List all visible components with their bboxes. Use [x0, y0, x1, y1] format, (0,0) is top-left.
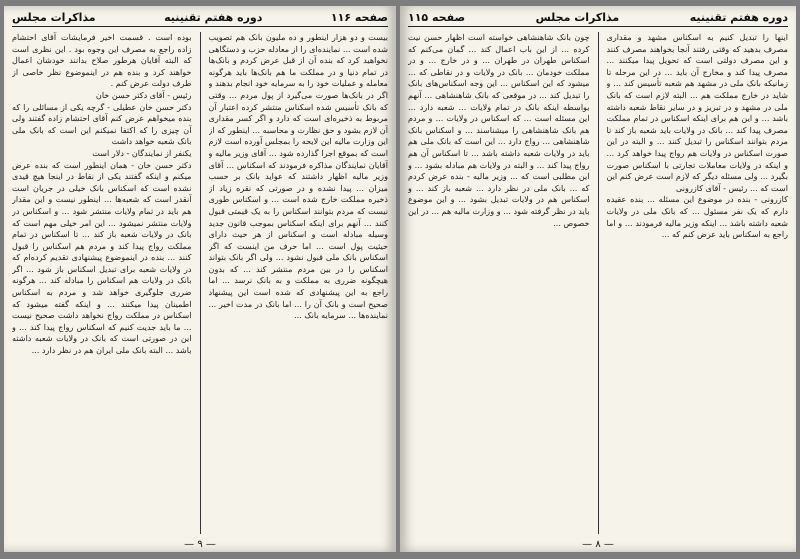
right-header-page-number: صفحه ۱۱۵ [408, 10, 466, 24]
left-page-header [12, 8, 388, 27]
right-header-session: دوره هفتم تقنینیه [689, 10, 788, 24]
right-header-title: مذاکرات مجلس [535, 10, 620, 24]
left-header-title: مذاکرات مجلس [12, 10, 96, 24]
left-page-columns [12, 32, 388, 534]
right-page-footer: — ۸ — [582, 539, 614, 550]
right-page-columns [408, 32, 788, 534]
right-page-header [408, 8, 788, 27]
left-page-left-column [12, 32, 192, 534]
left-page-right-column-text: بیست و دو هزار اینطور و ده ملیون بانک هم تصویب شده است ... نماینده‌ای را از معادله حزب و دستگاهی نخواهید کرد که بنده آن از قبل عرض کردم و بانک‌ها در تمام دنیا و در مملکت ما هم بانک‌ها باید هرگونه معامله و عملیات خود را به سرمایه خود انجام بدهند و اگر در بانک‌ها صورت می‌گیرد از پول مردم ... وقتی که بانک تأسیس شده اسکناس منتشر کرده اعتبار آن مربوط به ذخیره‌ای است که دارد و اگر کسر مقداری آن لازم بشود و حق نظارت و محاسبه ... اینطور که از این وزارت مالیه این لایحه را بمجلس آورده است لازم است که بموقع اجرا گذارده شود ... آقای وزیر مالیه و آقایان نمایندگان مذاکره فرمودند که اسکناس ... آقای وزیر مالیه اظهار داشتند که عواید بانک بر حسب میزان ... پیدا نشده و در صورتی که نقره زیاد از ذخیره مملکت خارج شده است ... و اسکناس طوری نیست که مردم بتوانند اسکناس را به یک قیمتی قبول کنند ... آنهم برای اینکه اسکناس بموجب قانون جدید وسیله مبادله است و اسکناس از هر حیث دارای حیثیت پول است ... اما حرف من اینست که اگر اسکناس بانک ملی قبول نشود ... ولی اگر بانک بتواند اسکناس را در بین مردم منتشر کند ... که بدون هیچگونه ضرری به مملکت و به بانک نرسد ... اما راجع به این پیشنهادی که شده است این پیشنهاد صحیح است و بانک آن را ... اما بانک در مدت اخیر ... نماینده‌ها ... سرمایه بانک ... [208, 32, 388, 321]
left-header-page-number: صفحه ۱۱۶ [330, 10, 388, 24]
left-header-session: دوره هفتم تقنینیه [164, 10, 263, 24]
column-divider [200, 32, 201, 534]
left-page-left-column-text: بوده است . قسمت اخیر فرمایشات آقای احتشام زاده راجع به مصرف این وجوه بود . این نظری است که البته آقایان هرطور صلاح بدانند خودشان اعمال خواهند کرد و بنده هم در اینموضوع نظر خاصی از طرف دولت عرض کنم . رئیس - آقای دکتر حسن خان دکتر حسن خان عطیلی - گرچه یکی از مسائلی را که بنده میخواهم عرض کنم آقای احتشام زاده گفتند ولی آن چیزی را که اکتفا نمیکنم این است که بانک ملی بانک شعبه خواهد داشت یکنفر از نمایندگان - دلار است دکتر حسن خان - همان اینطور است که بنده عرض میکنم و اینکه گفتند یکی از نقاط در اینجا هیچ قیدی نشده است که اسکناس بانک خیلی در جریان است آنقدر است که شعبه‌ها ... اینطور نیست و این مقدار هم باید در تمام ولایات منتشر شود ... و اسکناس در ولایات منتشر نمیشود ... این امر خیلی مهم است که بانک در ولایات شعبه باز کند ... تا اسکناس در تمام مملکت رواج پیدا کند و مردم هم اسکناس را قبول کنند ... بنده در اینموضوع پیشنهادی تقدیم کرده‌ام که در ولایات شعبه برای تبدیل اسکناس باز شود ... اگر بانک در ولایات هم اسکناس را مبادله کند ... هرگونه ضرری جلوگیری خواهد شد و مردم به اسکناس اطمینان پیدا میکنند ... و اینکه گفته میشود که اسکناس در مملکت رواج نخواهد داشت صحیح نیست ... ما باید جدیت کنیم که اسکناس رواج پیدا کند ... و این در صورتی است که بانک در ولایات شعبه داشته باشد ... البته بانک ملی ایران هم در نظر دارد ... [12, 32, 192, 356]
right-page-left-column-text: چون بانک شاهنشاهی خواسته است اظهار حسن نیت کرده ... از این باب اعمال کند ... گمان می‌کنم که اسکناس طهران در طهران ... و در خارج ... و در مملکت خودمان ... بانک در ولایات و در نقاطی که ... میشود که این اسکناس ... این وجه اسکناس‌های بانک را تبدیل کند ... در موقعی که بانک شاهنشاهی ... آنهم بواسطه اینکه بانک در تمام ولایات ... شعبه دارد ... این مسئله است ... که اسکناس در ولایات ... و مردم هم بانک شاهنشاهی را میشناسند ... و اسکناس بانک شاهنشاهی ... رواج دارد ... این است که بانک ملی هم باید در ولایات شعبه داشته باشد ... تا اسکناس آن هم رواج پیدا کند ... و البته در ولایات هم مبادله بشود ... و این مطلبی است که ... وزیر مالیه - بنده عرض کردم که ... بانک ملی در نظر دارد ... شعبه باز کند ... و اسکناس هم در ولایات تبدیل بشود ... و این موضوع باید در نظر گرفته شود ... و وزارت مالیه هم ... در این خصوص ... [408, 32, 590, 228]
right-page-right-column-text: اینها را تبدیل کنیم به اسکناس مشهد و مقداری مصرف بدهید که وقتی رفتند آنجا بخواهند مصرف کنند و این مصرف دولتی است که تحویل پیدا میکنند ... مصرف پیدا کند و مخارج آن باید ... در این مرحله تا زمانیکه بانک ملی در مشهد هم شعبه تأسیس کند ... و شاید در خارج مملکت هم ... البته لازم است که بانک ملی در مشهد و در تبریز و در سایر نقاط شعبه داشته باشد ... و این هم برای اینکه اسکناس در تمام مملکت مصرف پیدا کند ... بانک در ولایات باید شعبه باز کند تا مردم بتوانند اسکناس را تبدیل کنند ... و البته در این صورت اسکناس در ولایات هم رواج پیدا خواهد کرد ... و اینکه در ولایات معاملات تجارتی با اسکناس صورت بگیرد ... ولی مسئله دیگر که لازم است عرض کنم این است که ... رئیس - آقای کازرونی کازرونی - بنده در موضوع این مسئله ... بنده عقیده دارم که یک نفر مسئول ... که بانک ملی در ولایات شعبه داشته باشد ... اینکه وزیر مالیه فرمودند ... و اما راجع به اسکناس باید عرض کنم که ... [606, 32, 788, 240]
left-page-right-column [209, 32, 389, 534]
right-page-left-column [408, 32, 590, 534]
right-page [400, 6, 796, 552]
right-page-right-column [607, 32, 789, 534]
column-divider [598, 32, 599, 534]
left-page-footer: — ۹ — [184, 539, 216, 550]
left-page [4, 6, 396, 552]
